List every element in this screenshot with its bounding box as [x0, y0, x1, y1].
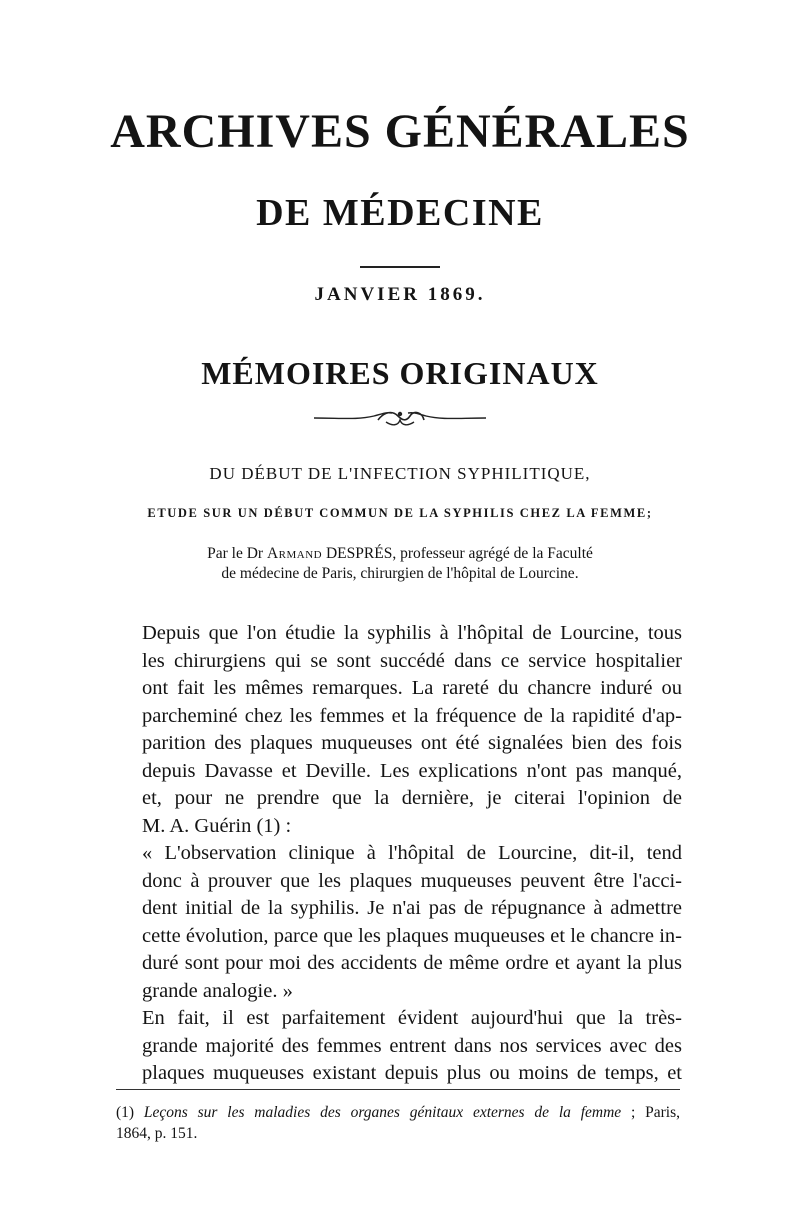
byline-prefix: Par le Dr [207, 545, 267, 562]
author-first-name: Armand [266, 545, 323, 562]
body-line: ont fait les mêmes remarques. La rareté du chancre induré ou [142, 677, 682, 699]
article-byline [0, 544, 800, 584]
title-divider [360, 266, 440, 268]
footnote-divider [116, 1089, 680, 1090]
body-line: et, pour ne prendre que la dernière, je citerai l'opinion de [142, 787, 682, 809]
body-line: grande majorité des femmes entrent dans nos services avec des [142, 1034, 682, 1057]
body-line: « L'observation clinique à l'hôpital de Lourcine, dit-il, tend [142, 842, 682, 864]
article-subtitle: ETUDE SUR UN DÉBUT COMMUN DE LA SYPHILIS CHEZ LA FEMME; [147, 506, 653, 520]
section-title: MÉMOIRES ORIGINAUX [201, 355, 599, 391]
journal-subtitle: DE MÉDECINE [256, 192, 544, 234]
issue-date: JANVIER 1869. [314, 284, 486, 305]
byline-affiliation-1: , professeur agrégé de la Faculté [392, 545, 593, 562]
body-line: duré sont pour moi des accidents de même ordre et ayant la plus [142, 952, 682, 974]
footnote-marker: (1) [116, 1104, 144, 1121]
footnote [116, 1102, 680, 1144]
footnote-line-1 [116, 1102, 680, 1123]
ornament-divider-icon [312, 404, 488, 432]
body-line: En fait, il est parfaitement évident aujourd'hui que la très- [142, 1007, 682, 1029]
body-line: donc à prouver que les plaques muqueuses peuvent être l'acci- [142, 869, 682, 892]
footnote-line-2: 1864, p. 151. [116, 1125, 198, 1142]
article-body [142, 620, 682, 1088]
body-line: cette évolution, parce que les plaques muqueuses et le chancre in- [142, 924, 682, 947]
body-line: dent initial de la syphilis. Je n'ai pas de répugnance à admettre [142, 897, 682, 919]
body-line: grande analogie. » [142, 979, 293, 1002]
footnote-place: ; Paris, [621, 1104, 681, 1121]
body-line: depuis Davasse et Deville. Les explications n'ont pas manqué, [142, 759, 682, 782]
byline-line-2: de médecine de Paris, chirurgien de l'hôpital de Lourcine. [221, 565, 579, 582]
footnote-book-title: Leçons sur les maladies des organes génitaux externes de la femme [143, 1104, 622, 1121]
body-line: les chirurgiens qui se sont succédé dans ce service hospitalier [142, 649, 682, 672]
author-last-name: DESPRÉS [325, 545, 393, 562]
journal-title: ARCHIVES GÉNÉRALES [110, 105, 690, 158]
body-line: parition des plaques muqueuses ont été signalées bien des fois [142, 732, 682, 754]
body-line: M. A. Guérin (1) : [142, 814, 292, 837]
body-line: parcheminé chez les femmes et la fréquence de la rapidité d'ap- [142, 704, 682, 727]
body-line: Depuis que l'on étudie la syphilis à l'hôpital de Lourcine, tous [142, 622, 682, 644]
article-title: DU DÉBUT DE L'INFECTION SYPHILITIQUE, [209, 464, 591, 483]
byline-line-1 [0, 544, 800, 564]
body-line: plaques muqueuses existant depuis plus ou moins de temps, et [142, 1062, 682, 1084]
